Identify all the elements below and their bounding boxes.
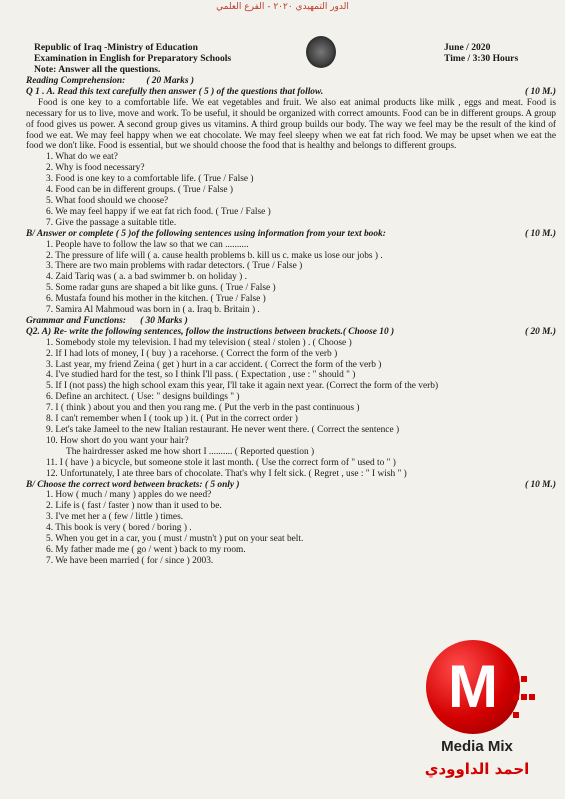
logo-dots-icon: [512, 670, 540, 724]
q2b-marks: ( 10 M.): [525, 479, 556, 490]
q1b-item: 3. There are two main problems with radar detectors. ( True / False ): [46, 261, 303, 272]
q2b-item: 2. Life is ( fast / faster ) now than it used to be.: [46, 501, 222, 512]
q1a-item: 6. We may feel happy if we eat fat rich food. ( True / False ): [46, 206, 271, 217]
q1a-heading: Q 1 . A. Read this text carefully then answer ( 5 ) of the questions that follow. ( 10 M.): [26, 86, 556, 97]
grammar-marks: ( 30 Marks ): [140, 315, 188, 326]
q2a-item: 8. I can't remember when I ( took up ) it. ( Put in the correct order ): [46, 414, 298, 425]
exam-content: [26, 76, 556, 567]
exam-date: June / 2020: [444, 42, 491, 53]
q2a-heading: Q2. A) Re- write the following sentences, follow the instructions between brackets.( Choose 10 ) ( 20 M.): [26, 326, 556, 337]
q1b-item: 2. The pressure of life will ( a. cause health problems b. kill us c. make us lose our jobs ) .: [46, 250, 383, 261]
reading-marks: ( 20 Marks ): [146, 76, 194, 86]
q2b-item: 3. I've met her a ( few / little ) times.: [46, 512, 184, 523]
q2a-item: 4. I've studied hard for the test, so I think I'll pass. ( Expectation , use : " should " ): [46, 370, 356, 381]
q2a-marks: ( 20 M.): [525, 326, 556, 337]
q1b-item: 5. Some radar guns are shaped a bit like guns. ( True / False ): [46, 283, 276, 294]
q2a-item: 9. Let's take Jameel to the new Italian restaurant. He never went there. ( Correct the sentence ): [46, 425, 400, 435]
media-mix-logo-icon: M: [426, 640, 520, 734]
header-right: [444, 42, 518, 64]
reading-passage: Food is one key to a comfortable life. We eat vegetables and fruit. We also eat animal products like milk , eggs and meat. Food is necessary for us to live, move and work. To be useful, it should be organized with correct amounts. Food can be in different groups. A group of food gives us power. A second group gives us vitamins. A third group builds our body. The way we feel may be the result of the kind of food we eat. We may feel happy when we eat chocolate. We may feel sleepy when we eat fat rich food. We may be upset when we eat the food we don't like. Food is essential, but we should choose the food that is healthy and belongs to different groups.: [26, 97, 556, 152]
q2a-item: 5. If I (not pass) the high school exam this year, I'll take it again next year. (Correct the form of the verb): [46, 381, 439, 392]
q2b-item: 7. We have been married ( for / since ) 2003.: [46, 555, 214, 566]
q2a-item: 3. Last year, my friend Zeina ( get ) hurt in a car accident. ( Correct the form of the verb ): [46, 359, 382, 370]
q1a-item: 3. Food is one key to a comfortable life. ( True / False ): [46, 174, 254, 185]
header-left: [34, 42, 231, 75]
q2a-item: 7. I ( think ) about you and then you rang me. ( Put the verb in the past continuous ): [46, 403, 360, 414]
q1b-item: 4. Zaid Tariq was ( a. a bad swimmer b. on holiday ) .: [46, 272, 247, 283]
q1b-heading: B/ Answer or complete ( 5 )of the following sentences using information from your text book: ( 10 M.): [26, 228, 556, 239]
q1b-item: 7. Samira Al Mahmoud was born in ( a. Iraq b. Britain ) .: [46, 305, 260, 316]
q2a-item: 6. Define an architect. ( Use: " designs buildings " ): [46, 392, 240, 403]
note-line: Note: Answer all the questions.: [34, 64, 161, 75]
q1a-item: 5. What food should we choose?: [46, 195, 169, 206]
ministry-seal-icon: [306, 36, 336, 68]
q2b-item: 4. This book is very ( bored / boring ) .: [46, 523, 192, 534]
q1b-marks: ( 10 M.): [525, 228, 556, 239]
q2a-item: The hairdresser asked me how short I .......... ( Reported question ): [66, 446, 315, 457]
q1a-item: 4. Food can be in different groups. ( True / False ): [46, 185, 234, 196]
q1a-item: 2. Why is food necessary?: [46, 163, 145, 174]
q2a-item: 10. How short do you want your hair?: [46, 435, 189, 446]
exam-line: Examination in English for Preparatory Schools: [34, 53, 232, 64]
brand-name: Media Mix: [441, 738, 513, 755]
q1b-item: 1. People have to follow the law so that we can ..........: [46, 239, 249, 250]
q2a-item: 12. Unfortunately, I ate three bars of chocolate. That's why I felt sick. ( Regret , use : " I wish " ): [46, 468, 407, 479]
brand-arabic-name: احمد الداوودي: [424, 760, 530, 778]
q2b-item: 1. How ( much / many ) apples do we need?: [46, 490, 212, 501]
media-mix-watermark: [414, 640, 540, 780]
exam-time: Time / 3:30 Hours: [444, 53, 519, 64]
q2a-item: 1. Somebody stole my television. I had my television ( steal / stolen ) . ( Choose ): [46, 337, 352, 348]
q2b-item: 5. When you get in a car, you ( must / mustn't ) put on your seat belt.: [46, 534, 304, 545]
reading-section-title: Reading Comprehension: ( 20 Marks ): [26, 76, 194, 86]
q2b-item: 6. My father made me ( go / went ) back to my room.: [46, 544, 246, 555]
arabic-session-title: الدور التمهيدي ٢٠٢٠ - الفرع العلمي: [216, 2, 349, 12]
q1a-item: 7. Give the passage a suitable title.: [46, 217, 177, 228]
q2a-item: 2. If I had lots of money, I ( buy ) a racehorse. ( Correct the form of the verb ): [46, 348, 338, 359]
q2b-heading: B/ Choose the correct word between brackets: ( 5 only ) ( 10 M.): [26, 479, 556, 490]
q1a-marks: ( 10 M.): [525, 86, 556, 97]
q2a-item: 11. I ( have ) a bicycle, but someone stole it last month. ( Use the correct form of " used to " ): [46, 457, 396, 468]
ministry-line: Republic of Iraq -Ministry of Education: [34, 42, 198, 53]
q1b-item: 6. Mustafa found his mother in the kitchen. ( True / False ): [46, 294, 266, 305]
q1a-item: 1. What do we eat?: [46, 152, 118, 163]
grammar-section-title: Grammar and Functions: ( 30 Marks ): [26, 315, 188, 326]
